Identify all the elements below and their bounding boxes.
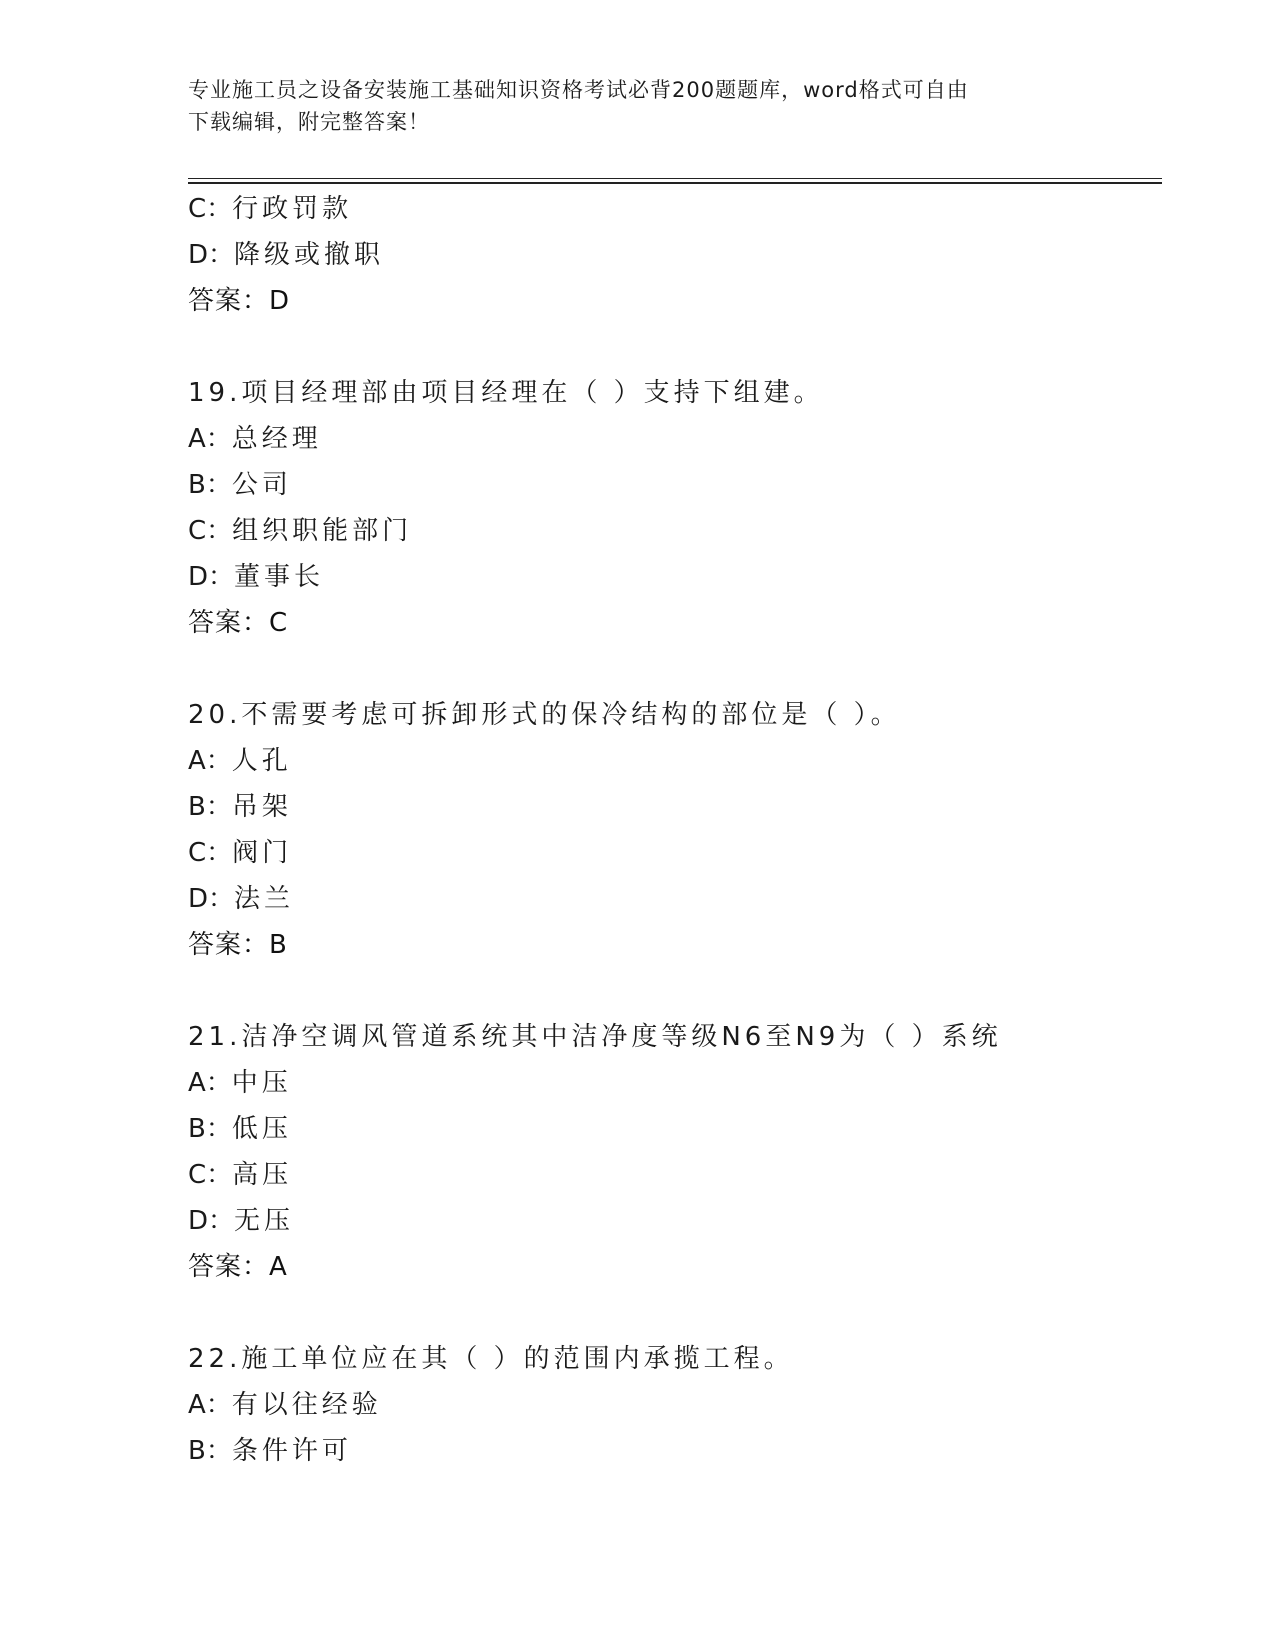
option-text: 有以往经验 [231, 1390, 382, 1420]
option-text: 高压 [232, 1160, 293, 1190]
option-d [188, 876, 1162, 922]
option-d [188, 232, 1162, 278]
option-letter: B： [188, 792, 232, 822]
option-letter: B： [188, 1436, 232, 1466]
option-letter: A： [188, 1068, 232, 1098]
option-text: 降级或撤职 [234, 240, 385, 270]
option-b [188, 1428, 1162, 1474]
option-text: 总经理 [231, 424, 322, 454]
option-b [188, 1106, 1162, 1152]
question-stem: 21.洁净空调风管道系统其中洁净度等级N6至N9为（ ）系统 [188, 1022, 1002, 1052]
option-text: 组织职能部门 [232, 516, 413, 546]
answer-line: 答案：C [188, 608, 289, 638]
option-c [188, 508, 1162, 554]
option-letter: C： [188, 1160, 233, 1190]
option-text: 条件许可 [231, 1436, 352, 1466]
answer-line: 答案：A [188, 1252, 288, 1282]
option-letter: D： [188, 884, 235, 914]
option-letter: C： [188, 516, 233, 546]
question-stem: 20.不需要考虑可拆卸形式的保冷结构的部位是（ ）。 [188, 700, 901, 730]
option-d [188, 554, 1162, 600]
answer-line: 答案：B [188, 930, 288, 960]
option-letter: C： [188, 194, 233, 224]
option-c [188, 830, 1162, 876]
header-title-line-1: 专业施工员之设备安装施工基础知识资格考试必背200题题库，word格式可自由 [188, 78, 969, 102]
option-letter: D： [188, 1206, 235, 1236]
header-divider-thick [188, 182, 1162, 184]
answer-line: 答案：D [188, 286, 291, 316]
option-a [188, 1382, 1162, 1428]
header-divider-thin [188, 178, 1162, 179]
question-stem: 19.项目经理部由项目经理在（ ）支持下组建。 [188, 378, 824, 408]
question-list [188, 186, 1162, 1474]
option-text: 行政罚款 [232, 194, 353, 224]
header-title-line-2: 下载编辑，附完整答案！ [188, 110, 430, 134]
option-text: 公司 [231, 470, 292, 500]
option-letter: C： [188, 838, 233, 868]
option-text: 法兰 [234, 884, 295, 914]
option-letter: A： [188, 424, 232, 454]
option-b [188, 784, 1162, 830]
option-a [188, 416, 1162, 462]
option-text: 吊架 [231, 792, 292, 822]
question-stem: 22.施工单位应在其（ ）的范围内承揽工程。 [188, 1344, 794, 1374]
option-text: 低压 [231, 1114, 292, 1144]
option-letter: B： [188, 470, 232, 500]
option-c [188, 186, 1162, 232]
option-text: 中压 [231, 1068, 292, 1098]
option-c [188, 1152, 1162, 1198]
option-letter: B： [188, 1114, 232, 1144]
option-text: 无压 [234, 1206, 295, 1236]
option-letter: D： [188, 562, 235, 592]
option-text: 人孔 [231, 746, 292, 776]
option-letter: D： [188, 240, 235, 270]
option-text: 董事长 [234, 562, 325, 592]
option-text: 阀门 [232, 838, 293, 868]
option-b [188, 462, 1162, 508]
option-d [188, 1198, 1162, 1244]
option-a [188, 1060, 1162, 1106]
option-letter: A： [188, 746, 232, 776]
document-header [188, 74, 1068, 138]
option-a [188, 738, 1162, 784]
option-letter: A： [188, 1390, 232, 1420]
